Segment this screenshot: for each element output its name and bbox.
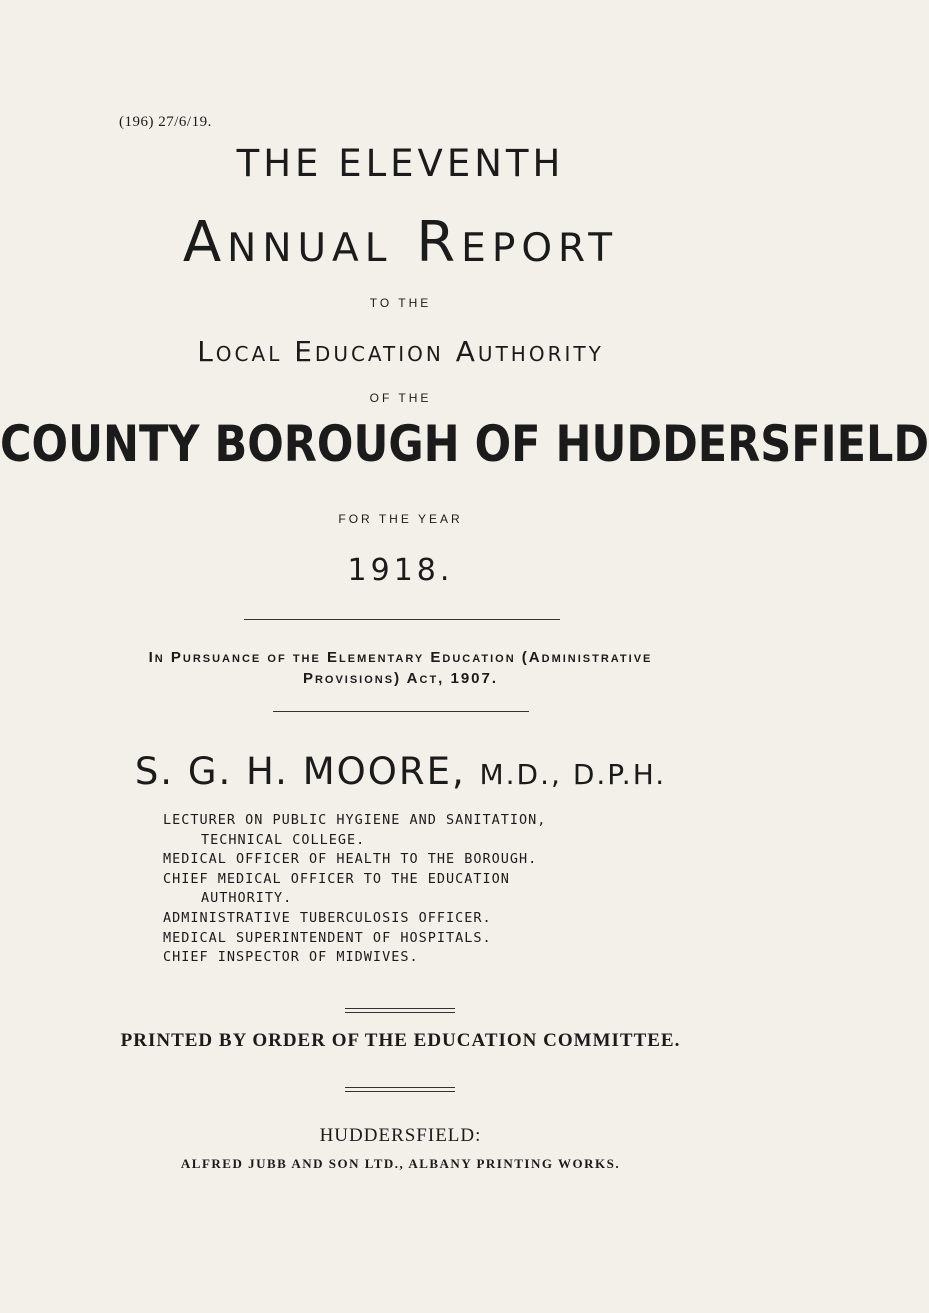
report-year: 1918. [347,553,454,588]
office-line: MEDICAL SUPERINTENDENT OF HOSPITALS. [163,929,492,946]
author-name: S. G. H. MOORE, [134,750,466,793]
divider-rule-top [244,619,560,620]
office-line: AUTHORITY. [201,890,293,907]
office-line: ADMINISTRATIVE TUBERCULOSIS OFFICER. [163,909,492,926]
of-the-label: OF THE [369,391,432,405]
borough-heading: COUNTY BOROUGH OF HUDDERSFIELD [0,416,929,474]
double-rule-lower [345,1087,455,1092]
author-line [0,750,801,793]
office-line: MEDICAL OFFICER OF HEALTH TO THE BOROUGH. [163,851,538,868]
title-line-ordinal: THE ELEVENTH [236,142,565,185]
publication-place: HUDDERSFIELD: [319,1125,482,1146]
pursuance-line-1: In Pursuance of the Elementary Education (Administrative [148,649,653,666]
office-line: CHIEF MEDICAL OFFICER TO THE EDUCATION [163,870,510,887]
printed-by-order: PRINTED BY ORDER OF THE EDUCATION COMMITTEE. [120,1030,681,1051]
for-the-year-label: FOR THE YEAR [338,512,463,526]
author-degrees: M.D., D.P.H. [479,758,667,791]
to-the-label: TO THE [369,296,432,310]
divider-rule-middle [273,711,529,712]
pursuance-line-2: Provisions) Act, 1907. [302,670,499,687]
printer-imprint: ALFRED JUBB AND SON LTD., ALBANY PRINTING WORKS. [180,1156,621,1171]
office-line: CHIEF INSPECTOR OF MIDWIVES. [163,949,419,966]
office-line: LECTURER ON PUBLIC HYGIENE AND SANITATION, [163,812,547,828]
office-line: TECHNICAL COLLEGE. [201,831,366,848]
authority-heading: Local Education Authority [197,335,604,368]
title-annual-report: Annual Report [182,210,619,275]
double-rule-upper [345,1008,455,1013]
author-offices-list [163,811,546,968]
document-reference: (196) 27/6/19. [119,114,212,130]
